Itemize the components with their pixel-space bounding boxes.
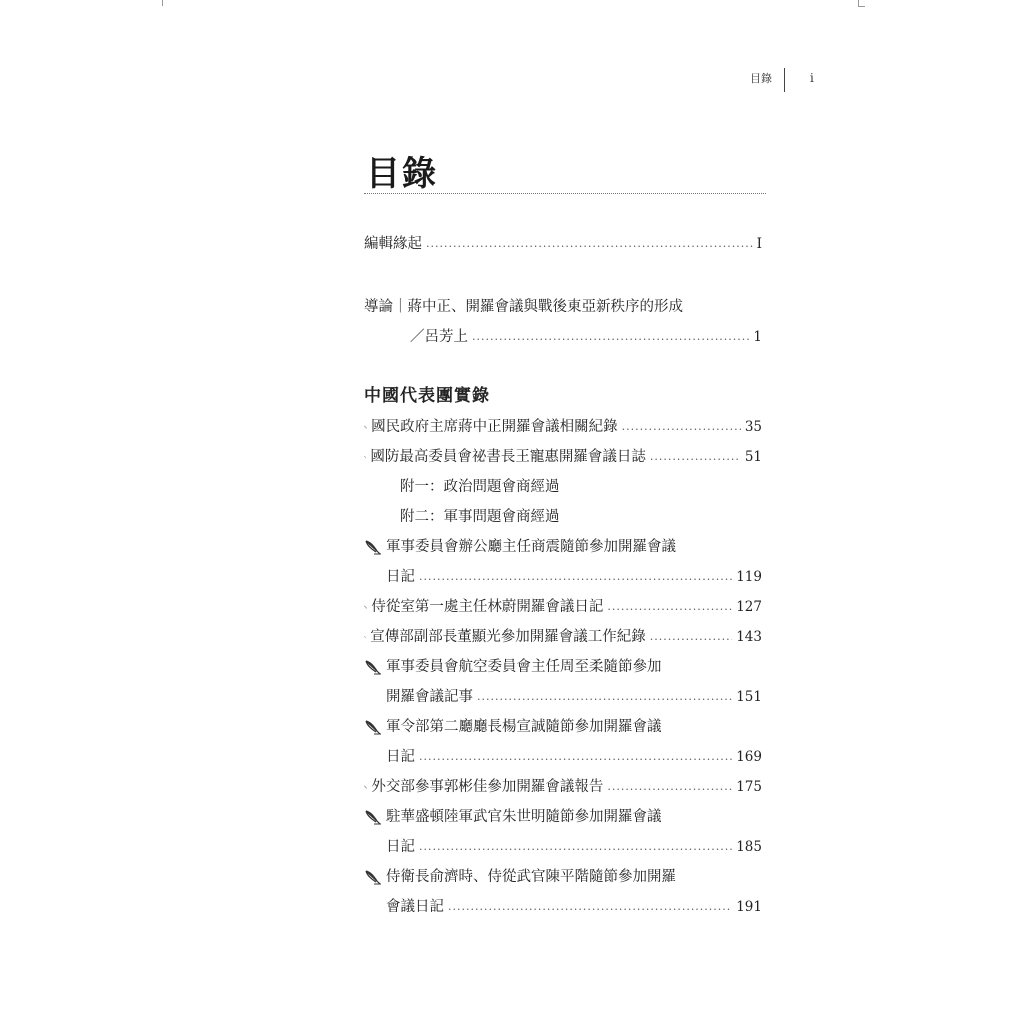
- quill-pen-icon: [364, 419, 367, 435]
- quill-pen-icon: [364, 659, 382, 675]
- dot-leader: [448, 895, 732, 919]
- toc-entry-title: 宣傳部副部長董顯光參加開羅會議工作紀錄: [370, 629, 646, 645]
- toc-entry[interactable]: [364, 445, 762, 469]
- toc-subentry[interactable]: [400, 505, 762, 529]
- running-head-title: 目錄: [750, 72, 772, 85]
- dot-leader: [419, 565, 732, 589]
- toc-entry-page: I: [756, 236, 762, 252]
- toc-entry-title: 國防最高委員會祕書長王寵惠開羅會議日誌: [370, 449, 646, 465]
- toc-entry-title: 會議日記: [386, 899, 444, 915]
- crop-mark-left: [156, 0, 163, 6]
- dot-leader: [477, 685, 732, 709]
- toc-entry[interactable]: [364, 625, 762, 649]
- toc-entry-page: 151: [736, 689, 762, 705]
- quill-pen-icon: [364, 779, 367, 795]
- toc-entry-introduction-author[interactable]: [410, 325, 762, 349]
- toc-entry-page: 191: [736, 899, 762, 915]
- toc-entry-title: 導論｜蔣中正、開羅會議與戰後東亞新秩序的形成: [364, 299, 683, 315]
- toc-entry-continuation[interactable]: [386, 565, 762, 589]
- toc-entry[interactable]: [364, 415, 762, 439]
- crop-mark-right: [858, 0, 865, 7]
- running-head-page-number: i: [810, 71, 814, 85]
- dot-leader: [419, 745, 732, 769]
- toc-entry-page: 51: [744, 449, 762, 465]
- toc-entry-page: 127: [736, 599, 762, 615]
- dot-leader: [607, 595, 732, 619]
- toc-entry-continuation[interactable]: [386, 685, 762, 709]
- toc-entry-title: 編輯緣起: [364, 236, 422, 252]
- dot-leader: [650, 445, 741, 469]
- quill-pen-icon: [364, 629, 366, 645]
- toc-entry[interactable]: [364, 715, 762, 739]
- quill-pen-icon: [364, 719, 382, 735]
- dot-leader: [419, 835, 732, 859]
- toc-entry-page: 143: [736, 629, 762, 645]
- toc-entry-title: 侍衛長俞濟時、侍從武官陳平階隨節參加開羅: [386, 869, 676, 885]
- dot-leader: [607, 775, 732, 799]
- quill-pen-icon: [364, 599, 367, 615]
- toc-entry-title: 開羅會議記事: [386, 689, 473, 705]
- toc-entry[interactable]: [364, 655, 762, 679]
- toc-entry-page: 169: [736, 749, 762, 765]
- toc-entry-editorial-preface[interactable]: [364, 232, 762, 256]
- dot-leader: [426, 232, 753, 256]
- toc-entry-title: 日記: [386, 749, 415, 765]
- toc-entry-continuation[interactable]: [386, 895, 762, 919]
- toc-entry-title: 軍事委員會航空委員會主任周至柔隨節參加: [386, 659, 662, 675]
- section-heading: 中國代表團實錄: [364, 386, 490, 406]
- toc-entry-introduction[interactable]: [364, 295, 762, 319]
- toc-subentry[interactable]: [400, 475, 762, 499]
- toc-entry-title: 軍令部第二廳廳長楊宣誠隨節參加開羅會議: [386, 719, 662, 735]
- toc-entry-title: 外交部參事郭彬佳參加開羅會議報告: [371, 779, 604, 795]
- toc-entry-page: 35: [744, 419, 762, 435]
- toc-entry-page: 175: [736, 779, 762, 795]
- toc-entry[interactable]: [364, 865, 762, 889]
- toc-entry-title: 附一：政治問題會商經過: [400, 479, 560, 495]
- toc-entry-page: 1: [753, 329, 762, 345]
- toc-entry-continuation[interactable]: [386, 745, 762, 769]
- page-title: 目錄: [366, 154, 438, 194]
- toc-entry-page: 185: [736, 839, 762, 855]
- toc-entry-title: 日記: [386, 839, 415, 855]
- toc-entry[interactable]: [364, 595, 762, 619]
- dot-leader: [650, 625, 733, 649]
- toc-entry-title: 附二：軍事問題會商經過: [400, 509, 560, 525]
- toc-entry[interactable]: [364, 775, 762, 799]
- dot-leader: [622, 415, 741, 439]
- toc-entry[interactable]: [364, 805, 762, 829]
- toc-entry[interactable]: [364, 535, 762, 559]
- running-head-divider: [784, 68, 785, 92]
- quill-pen-icon: [364, 449, 366, 465]
- toc-entry-title: 侍從室第一處主任林蔚開羅會議日記: [371, 599, 604, 615]
- quill-pen-icon: [364, 869, 382, 885]
- toc-entry-title: 日記: [386, 569, 415, 585]
- toc-entry-continuation[interactable]: [386, 835, 762, 859]
- toc-entry-title: ／呂芳上: [410, 329, 468, 345]
- quill-pen-icon: [364, 539, 382, 555]
- toc-entry-page: 119: [736, 569, 762, 585]
- toc-entry-title: 國民政府主席蔣中正開羅會議相關紀錄: [371, 419, 618, 435]
- dot-leader: [472, 325, 749, 349]
- toc-entry-title: 軍事委員會辦公廳主任商震隨節參加開羅會議: [386, 539, 676, 555]
- quill-pen-icon: [364, 809, 382, 825]
- toc-entry-title: 駐華盛頓陸軍武官朱世明隨節參加開羅會議: [386, 809, 662, 825]
- title-rule: [364, 193, 766, 194]
- running-head: [700, 68, 830, 92]
